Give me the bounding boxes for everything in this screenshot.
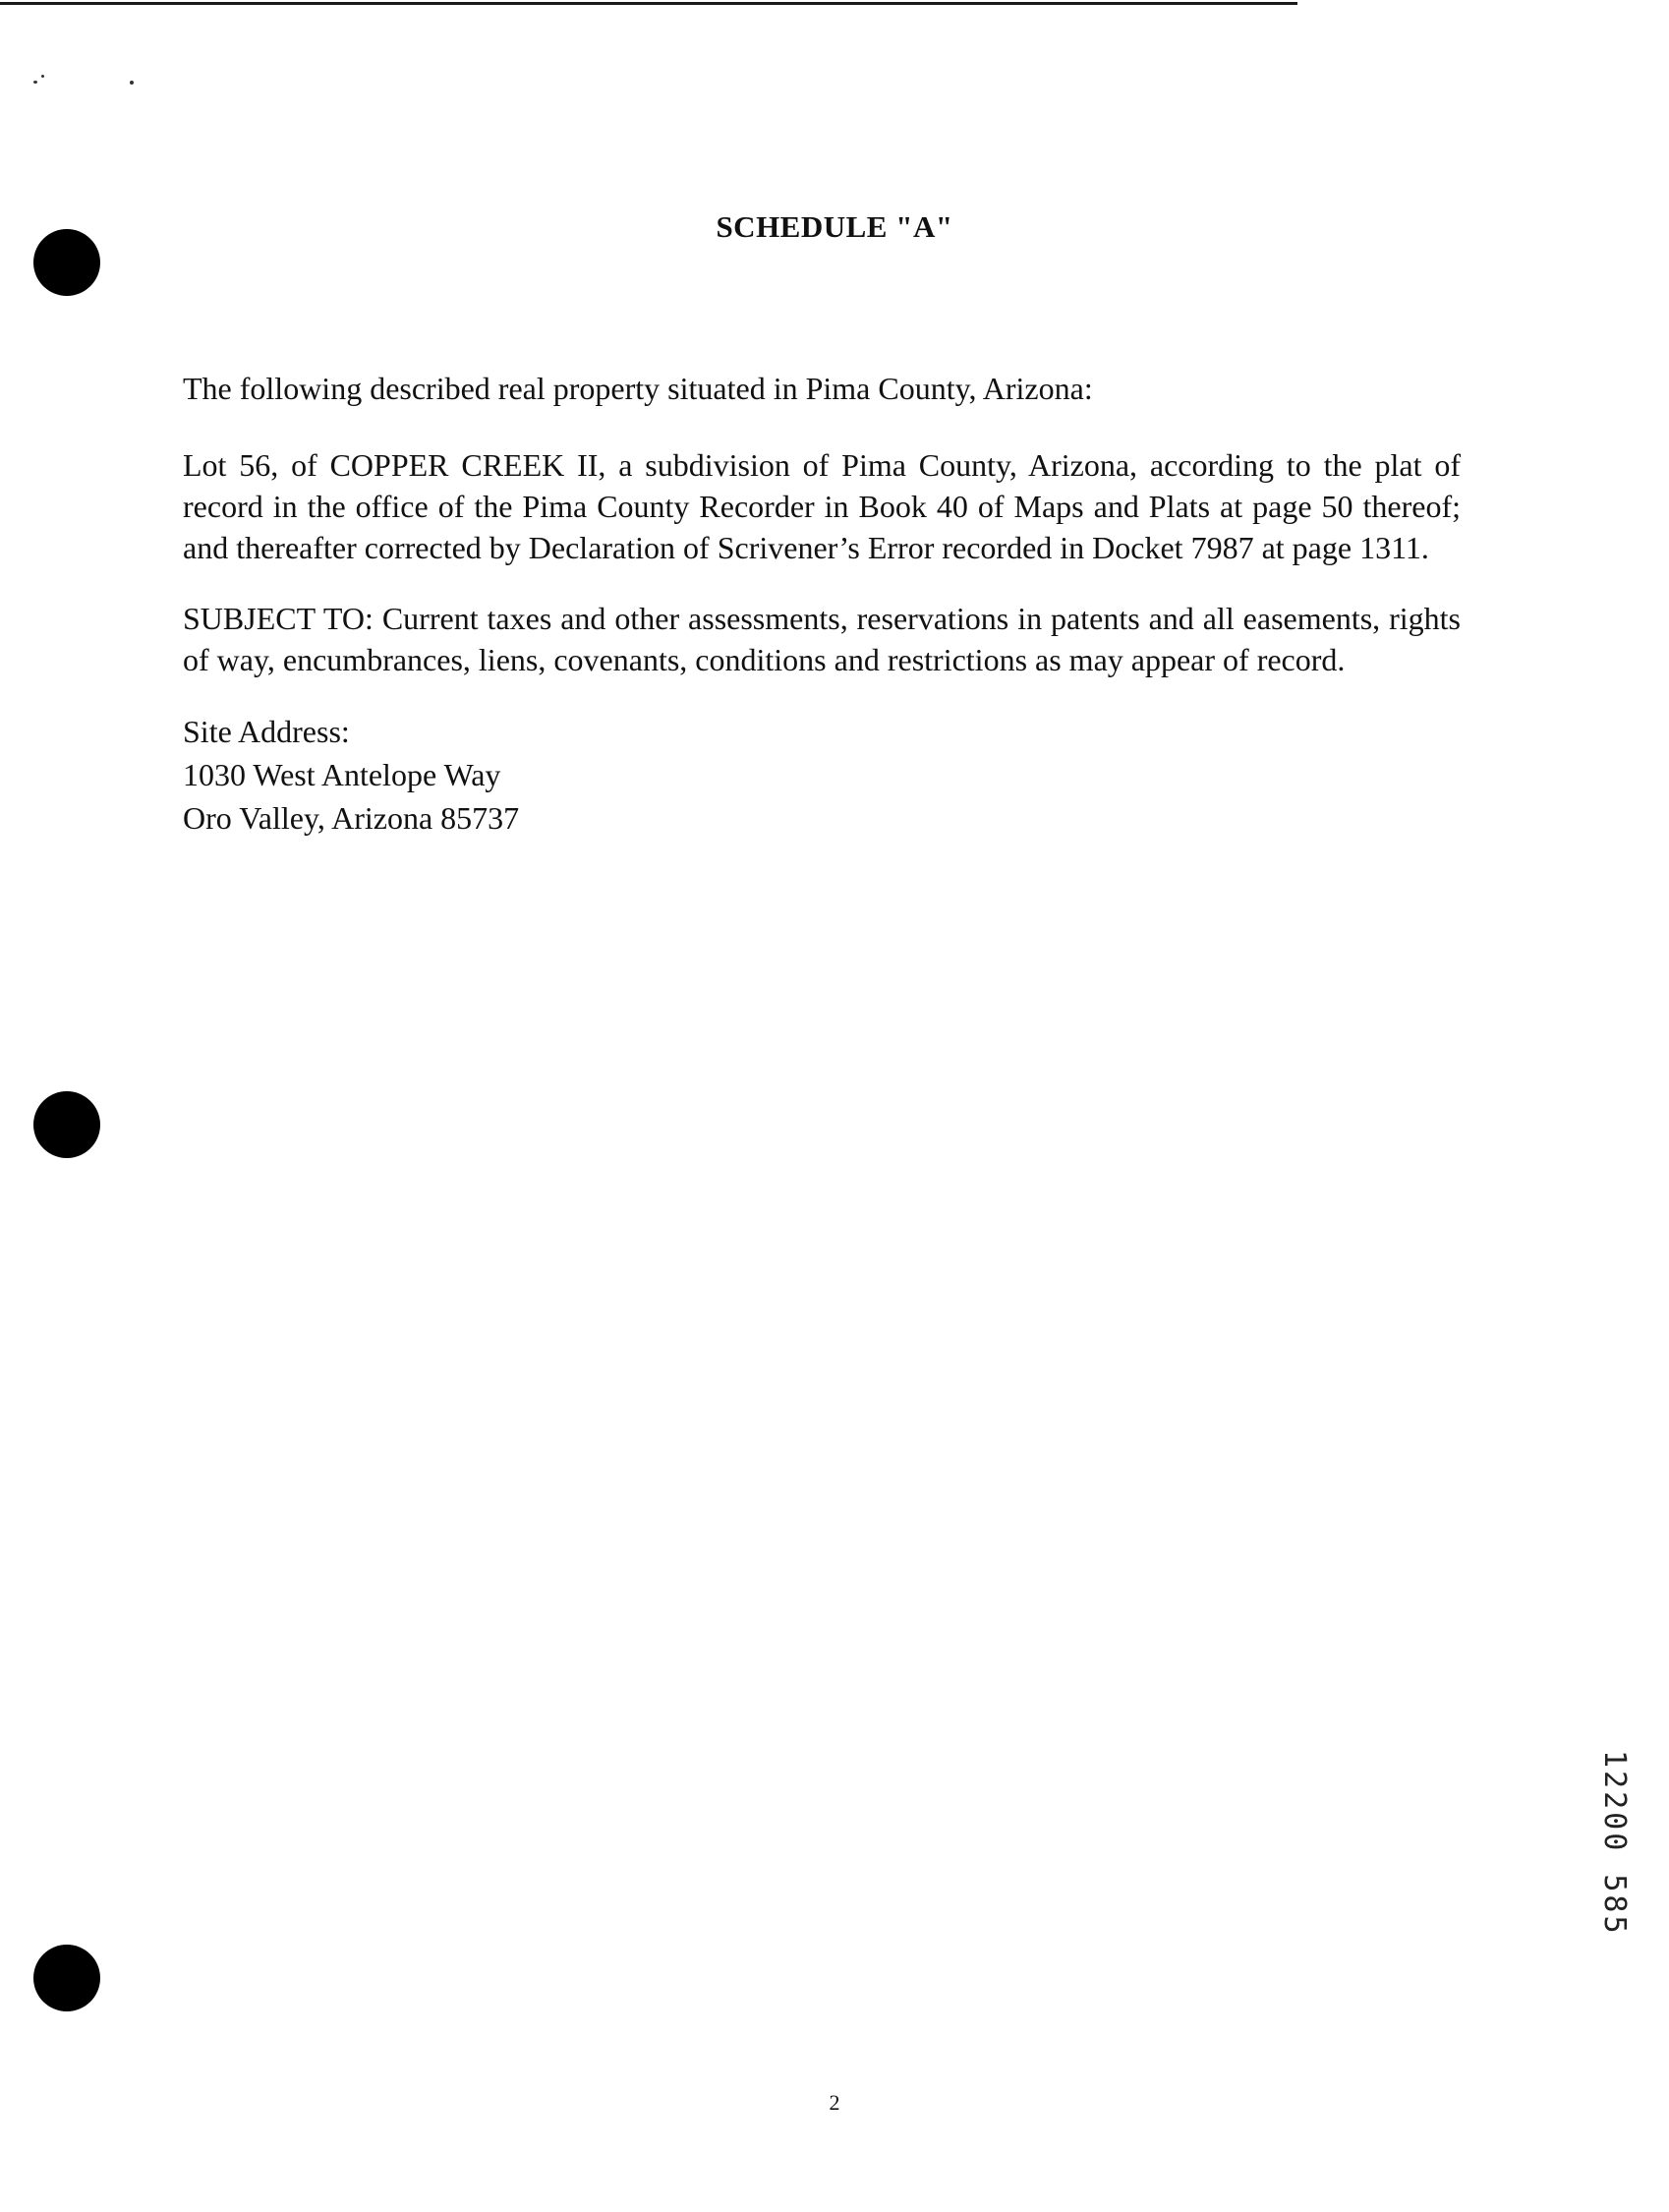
margin-docket-code: 12200 585 [1597, 1750, 1632, 1937]
scan-speck [33, 81, 37, 84]
scan-speck [130, 81, 134, 85]
subject-to-paragraph: SUBJECT TO: Current taxes and other assessments, reservations in patents and all easements, rights of way, encumbrances, liens, covenants, conditions and restrictions as may appear of record. [183, 601, 1461, 677]
site-address-label: Site Address: [183, 714, 350, 749]
page-number: 2 [829, 2090, 840, 2115]
site-address-line1: 1030 West Antelope Way [183, 757, 501, 792]
legal-description-paragraph: Lot 56, of COPPER CREEK II, a subdivision of Pima County, Arizona, according to the plat of record in the office of the Pima County Recorder in Book 40 of Maps and Plats at page 50 thereof; and thereafter corrected by Declaration of Scrivener’s Error recorded in Docket 7987 at page 1311. [183, 447, 1461, 565]
scan-top-rule [0, 2, 1297, 5]
document-body [183, 368, 1461, 840]
document-title: SCHEDULE "A" [716, 209, 953, 244]
punch-hole-middle [33, 1091, 100, 1158]
punch-hole-bottom [33, 1945, 100, 2011]
intro-paragraph: The following described real property situated in Pima County, Arizona: [183, 371, 1093, 406]
site-address-line2: Oro Valley, Arizona 85737 [183, 800, 520, 836]
scan-speck [41, 75, 44, 78]
site-address-block [183, 710, 1461, 840]
